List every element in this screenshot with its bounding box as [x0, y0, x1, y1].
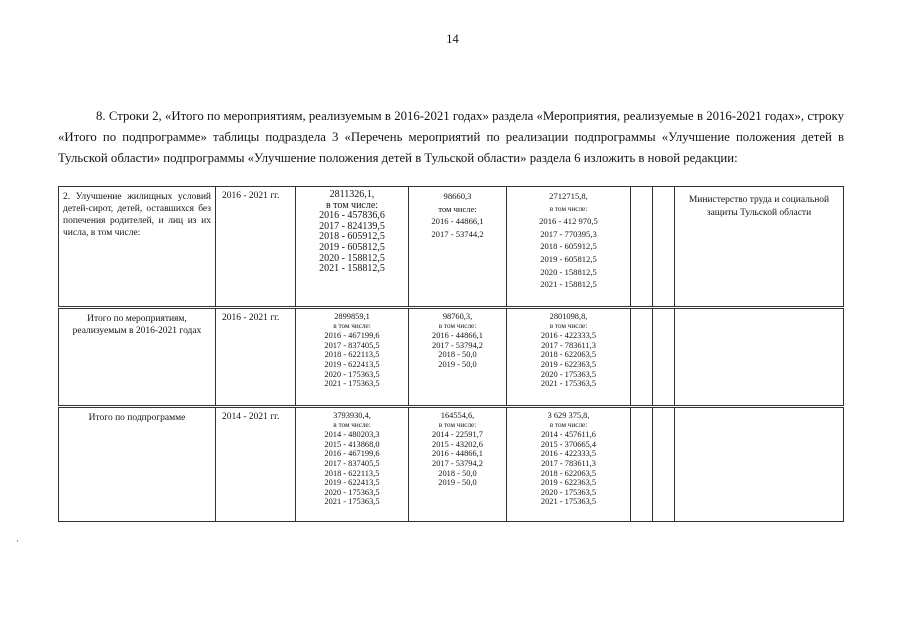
federal-year: 2019 - 50,0	[438, 478, 477, 488]
total-year: 2019 - 622413,5	[324, 359, 380, 369]
scan-mark	[17, 540, 18, 542]
row-total-funding	[296, 407, 409, 522]
total-year: 2018 - 622113,5	[324, 350, 380, 360]
total-year: 2020 - 175363,5	[324, 487, 380, 497]
total-amount: 3793930,4,	[333, 411, 371, 420]
total-label: в том числе:	[333, 321, 371, 330]
regional-year: 2017 - 783611,3	[541, 458, 596, 468]
regional-amount: 2712715,8,	[549, 191, 588, 201]
regional-label: в том числе:	[549, 321, 588, 330]
total-year: 2021 - 175363,5	[324, 497, 380, 507]
total-year: 2019 - 622413,5	[324, 478, 380, 488]
empty-cell	[631, 308, 653, 407]
regional-year: 2016 - 422333,5	[540, 449, 597, 459]
federal-label: том числе:	[438, 203, 477, 214]
row-total-funding	[296, 308, 409, 407]
regional-year: 2020 - 175363,5	[540, 369, 597, 379]
regional-year: 2018 - 605912,5	[540, 241, 597, 252]
row-period: 2016 - 2021 гг.	[216, 187, 296, 308]
regional-year: 2017 - 770395,3	[540, 228, 597, 239]
federal-year: 2015 - 43202,6	[432, 439, 483, 449]
table-row-housing	[59, 187, 844, 308]
total-year: 2017 - 837405,5	[324, 340, 380, 350]
regional-year: 2018 - 622063,5	[540, 468, 597, 478]
federal-year: 2014 - 22591,7	[432, 430, 483, 440]
empty-cell	[653, 407, 675, 522]
federal-amount: 98760,3,	[442, 312, 473, 321]
total-year: 2018 - 605912,5	[319, 231, 385, 243]
total-year: 2016 - 457836,6	[319, 210, 385, 222]
total-year: 2021 - 175363,5	[324, 379, 380, 389]
regional-year: 2016 - 422333,5	[540, 331, 597, 341]
total-year: 2017 - 837405,5	[324, 458, 380, 468]
row-executor	[675, 308, 844, 407]
federal-year: 2018 - 50,0	[438, 468, 477, 478]
regional-year: 2018 - 622063,5	[540, 350, 597, 360]
row-regional-funding	[507, 187, 631, 308]
total-label: в том числе:	[325, 199, 379, 211]
regional-year: 2021 - 158812,5	[540, 279, 597, 290]
empty-cell	[653, 187, 675, 308]
empty-cell	[653, 308, 675, 407]
row-description: 2. Улучшение жилищных условий детей-сирот, детей, оставшихся без попечения родителей, и лиц из их числа, в том числе:	[59, 187, 216, 308]
total-label: в том числе:	[333, 420, 371, 429]
regional-amount: 3 629 375,8,	[547, 411, 590, 420]
row-period: 2016 - 2021 гг.	[216, 308, 296, 407]
federal-amount: 164554,6,	[440, 411, 475, 420]
regional-year: 2016 - 412 970,5	[539, 216, 598, 227]
regional-year: 2021 - 175363,5	[540, 379, 597, 389]
row-regional-funding	[507, 407, 631, 522]
row-executor: Министерство труда и социальной защиты Тульской области	[675, 187, 844, 308]
page-number: 14	[446, 32, 459, 46]
federal-year: 2017 - 53794,2	[432, 458, 483, 468]
total-year: 2017 - 824139,5	[319, 220, 385, 232]
federal-amount: 98660,3	[443, 191, 472, 201]
regional-year: 2021 - 175363,5	[540, 497, 597, 507]
row-period: 2014 - 2021 гг.	[216, 407, 296, 522]
empty-cell	[631, 187, 653, 308]
row-regional-funding	[507, 308, 631, 407]
total-year: 2016 - 467199,6	[324, 449, 380, 459]
row-description: Итого по подпрограмме	[59, 407, 216, 522]
regional-year: 2020 - 175363,5	[540, 487, 597, 497]
regional-label: в том числе:	[549, 204, 588, 213]
empty-cell	[631, 407, 653, 522]
table-row-events-total	[59, 308, 844, 407]
regional-year: 2014 - 457611,6	[541, 430, 596, 440]
total-amount: 2811326,1,	[329, 189, 375, 200]
total-year: 2015 - 413868,0	[324, 439, 380, 449]
amendment-paragraph: 8. Строки 2, «Итого по мероприятиям, реализуемым в 2016-2021 годах» раздела «Мероприятия, реализуемые в 2016-2021 годах», строку «Итого по подпрограмме» таблицы подраздела 3 «Перечень мероприятий по реализации подпрограммы «Улучшение положения детей в Тульской области» подпрограммы «Улучшение положения детей в Тульской области» раздела 6 изложить в новой редакции:	[58, 108, 844, 165]
program-table	[58, 186, 844, 522]
row-executor	[675, 407, 844, 522]
total-year: 2020 - 175363,5	[324, 369, 380, 379]
table-row-subprogram-total	[59, 407, 844, 522]
row-federal-funding	[409, 407, 507, 522]
federal-year: 2017 - 53794,2	[432, 340, 483, 350]
row-federal-funding	[409, 308, 507, 407]
total-year: 2018 - 622113,5	[324, 468, 380, 478]
total-year: 2020 - 158812,5	[319, 252, 385, 264]
regional-year: 2019 - 622363,5	[540, 478, 597, 488]
federal-year: 2016 - 44866,1	[432, 449, 483, 459]
federal-year: 2019 - 50,0	[438, 359, 477, 369]
federal-year: 2016 - 44866,1	[432, 331, 483, 341]
regional-year: 2017 - 783611,3	[541, 340, 596, 350]
regional-amount: 2801098,8,	[549, 312, 588, 321]
row-total-funding	[296, 187, 409, 308]
total-year: 2019 - 605812,5	[319, 241, 385, 253]
total-year: 2021 - 158812,5	[319, 263, 385, 275]
regional-year: 2019 - 622363,5	[540, 359, 597, 369]
row-description: Итого по мероприятиям, реализуемым в 2016-2021 годах	[59, 308, 216, 407]
federal-label: в том числе:	[438, 420, 477, 429]
federal-year: 2018 - 50,0	[438, 350, 477, 360]
federal-label: в том числе:	[438, 321, 477, 330]
federal-year: 2017 - 53744,2	[431, 228, 484, 239]
total-year: 2016 - 467199,6	[324, 331, 380, 341]
federal-year: 2016 - 44866,1	[431, 216, 484, 227]
regional-year: 2019 - 605812,5	[540, 253, 597, 264]
regional-year: 2020 - 158812,5	[540, 266, 597, 277]
total-year: 2014 - 480203,3	[324, 430, 380, 440]
total-amount: 2899859,1	[334, 312, 370, 321]
regional-year: 2015 - 370665,4	[540, 439, 597, 449]
regional-label: в том числе:	[549, 420, 588, 429]
row-federal-funding	[409, 187, 507, 308]
